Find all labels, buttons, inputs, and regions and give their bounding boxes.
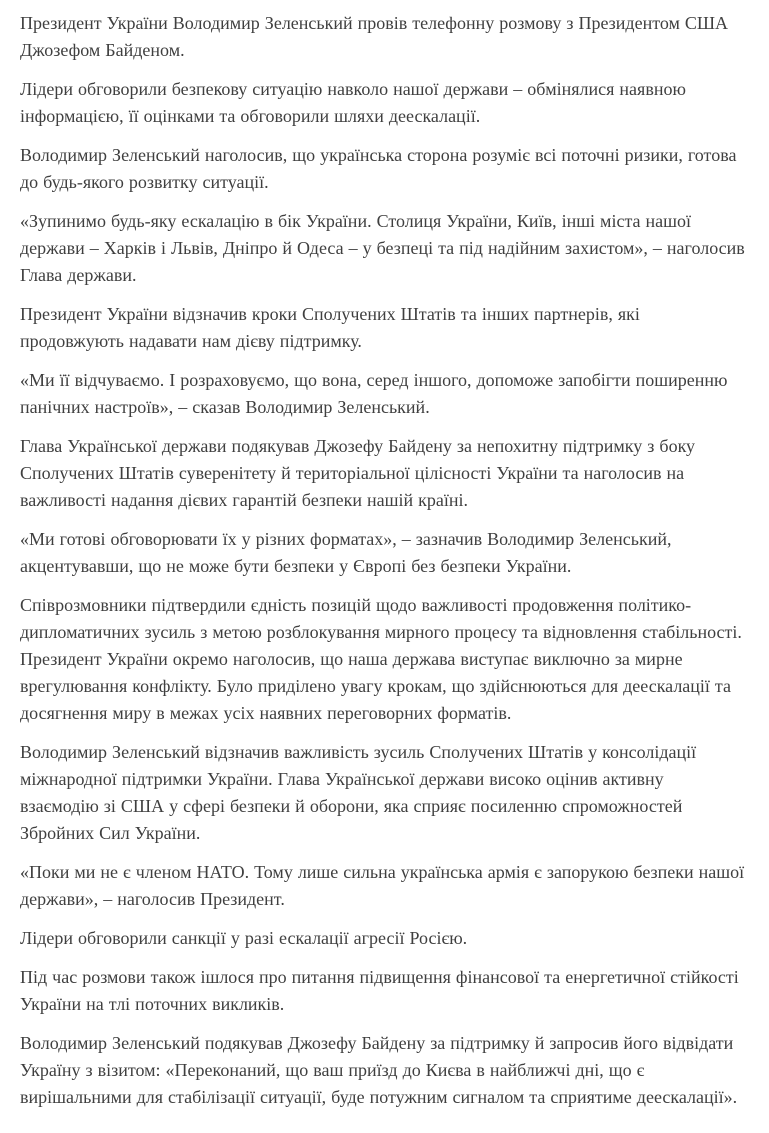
article-paragraph: Лідери обговорили санкції у разі ескалації агресії Росією. bbox=[20, 928, 468, 948]
article-paragraph: «Зупинимо будь-яку ескалацію в бік України. Столиця України, Київ, інші міста нашої держави – Харків і Львів, Дніпро й Одеса – у безпеці та під надійним захистом», – наголосив Глава держави. bbox=[20, 211, 745, 285]
article-paragraph: Лідери обговорили безпекову ситуацію навколо нашої держави – обмінялися наявною інформацією, її оцінками та обговорили шляхи деескалації. bbox=[20, 79, 686, 126]
article-paragraph: «Ми готові обговорювати їх у різних форматах», – зазначив Володимир Зеленський, акцентувавши, що не може бути безпеки у Європі без безпеки України. bbox=[20, 529, 672, 576]
article-paragraph: Президент України Володимир Зеленський провів телефонну розмову з Президентом США Джозефом Байденом. bbox=[20, 13, 729, 60]
article-paragraph: Володимир Зеленський наголосив, що українська сторона розуміє всі поточні ризики, готова до будь-якого розвитку ситуації. bbox=[20, 145, 737, 192]
article-paragraph: Глава Української держави подякував Джозефу Байдену за непохитну підтримку з боку Сполучених Штатів суверенітету й територіальної цілісності України та наголосив на важливості надання дієвих гарантій безпеки нашій країні. bbox=[20, 436, 696, 510]
article-paragraph: «Ми її відчуваємо. І розраховуємо, що вона, серед іншого, допоможе запобігти поширенню панічних настроїв», – сказав Володимир Зеленський. bbox=[20, 370, 728, 417]
article-paragraph: Під час розмови також ішлося про питання підвищення фінансової та енергетичної стійкості України на тлі поточних викликів. bbox=[20, 967, 739, 1014]
article-paragraph: «Поки ми не є членом НАТО. Тому лише сильна українська армія є запорукою безпеки нашої держави», – наголосив Президент. bbox=[20, 862, 745, 909]
article-paragraph: Президент України відзначив кроки Сполучених Штатів та інших партнерів, які продовжують надавати нам дієву підтримку. bbox=[20, 304, 640, 351]
article-paragraph: Співрозмовники підтвердили єдність позицій щодо важливості продовження політико-дипломатичних зусиль з метою розблокування мирного процесу та відновлення стабільності. Президент України окремо наголосив, що наша держава виступає виключно за мирне врегулювання конфлікту. Було приділено увагу крокам, що здійснюються для деескалації та досягнення миру в межах усіх наявних переговорних форматів. bbox=[20, 595, 742, 723]
article-paragraph: Володимир Зеленський відзначив важливість зусиль Сполучених Штатів у консолідації міжнародної підтримки України. Глава Української держави високо оцінив активну взаємодію зі США у сфері безпеки й оборони, яка сприяє посиленню спроможностей Збройних Сил України. bbox=[20, 742, 697, 843]
article-paragraph: Володимир Зеленський подякував Джозефу Байдену за підтримку й запросив його відвідати Україну з візитом: «Переконаний, що ваш приїзд до Києва в найближчі дні, що є вирішальними для стабілізації ситуації, буде потужним сигналом та сприятиме деескалації». bbox=[20, 1033, 738, 1107]
